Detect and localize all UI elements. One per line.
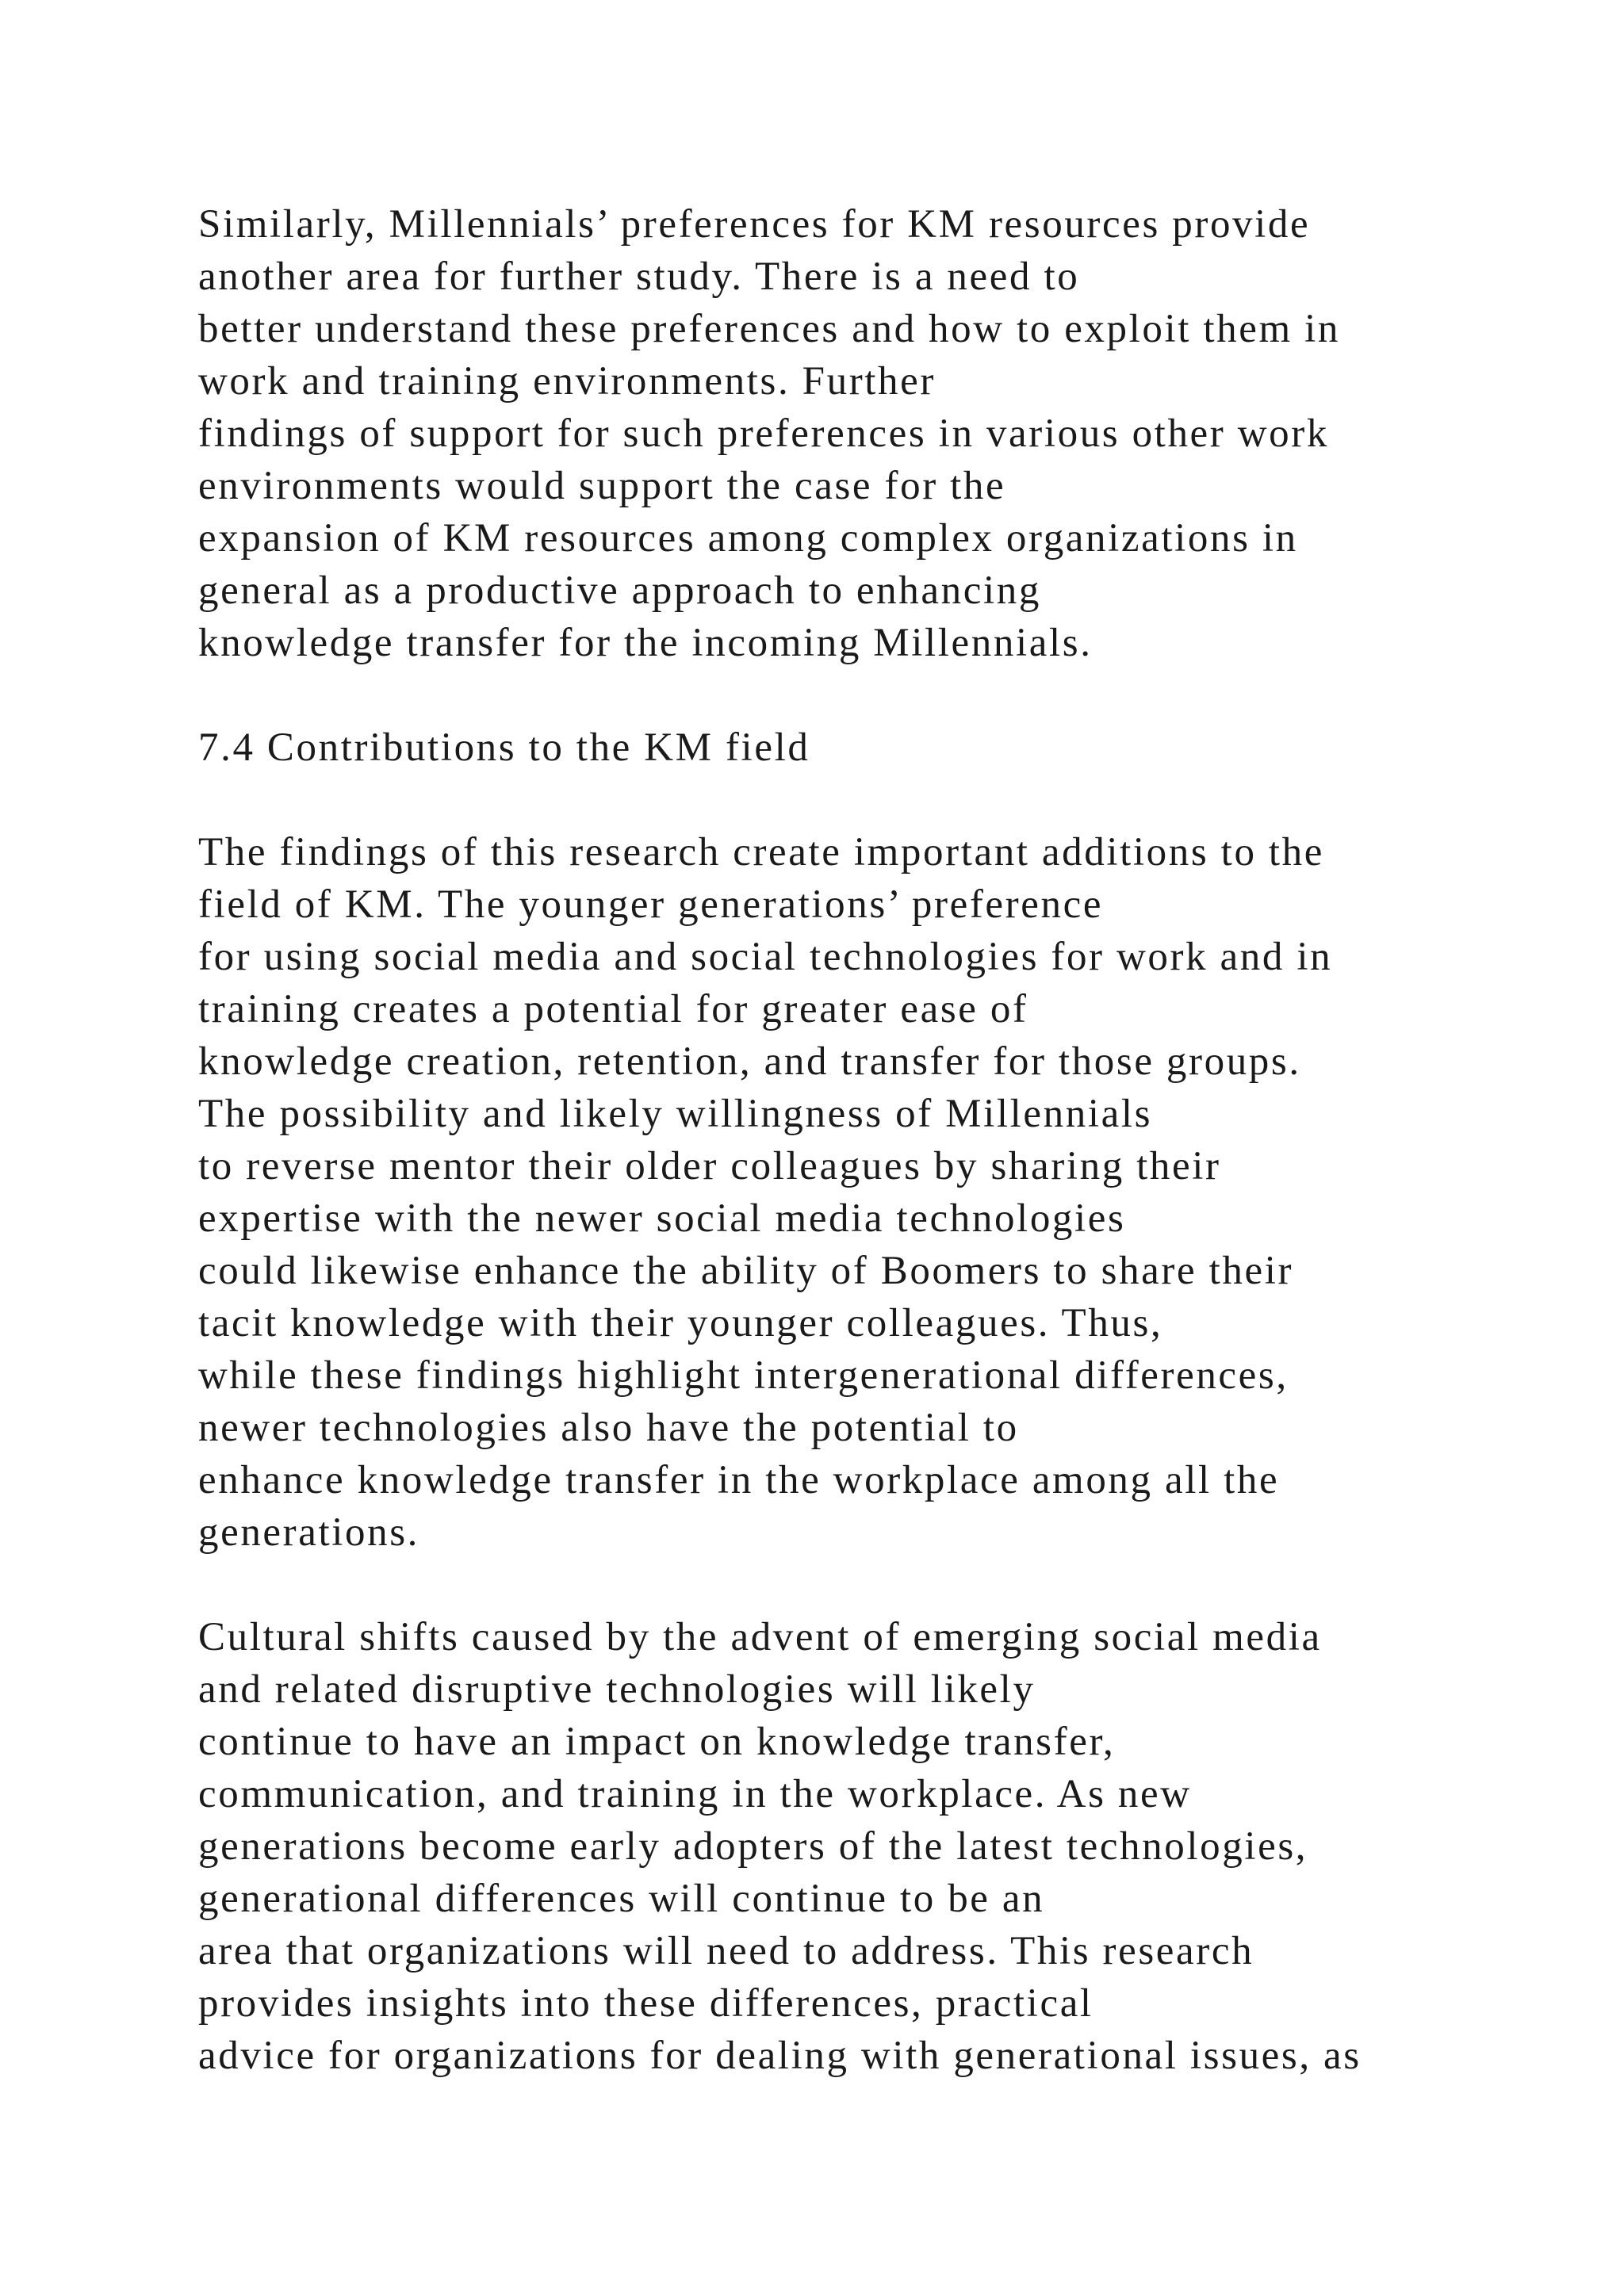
paragraph-spacer <box>198 1559 1546 1611</box>
paragraph-millennials-preferences <box>198 198 1546 669</box>
text-line: training creates a potential for greater ease of <box>198 987 1028 1031</box>
text-line: tacit knowledge with their younger colleagues. Thus, <box>198 1301 1163 1345</box>
paragraph-cultural-shifts <box>198 1611 1546 2082</box>
text-line: Similarly, Millennials’ preferences for KM resources provide <box>198 202 1311 247</box>
text-line: advice for organizations for dealing with generational issues, as <box>198 2034 1362 2078</box>
paragraph-spacer <box>198 669 1546 721</box>
text-line: continue to have an impact on knowledge transfer, <box>198 1720 1116 1764</box>
text-line: knowledge transfer for the incoming Millennials. <box>198 621 1093 665</box>
section-heading: 7.4 Contributions to the KM field <box>198 725 810 770</box>
document-text <box>198 198 1546 2082</box>
text-line: better understand these preferences and how to exploit them in <box>198 307 1341 351</box>
text-line: The possibility and likely willingness of Millennials <box>198 1092 1153 1136</box>
text-line: knowledge creation, retention, and transfer for those groups. <box>198 1039 1301 1084</box>
text-line: could likewise enhance the ability of Boomers to share their <box>198 1249 1294 1293</box>
text-line: expertise with the newer social media technologies <box>198 1196 1126 1241</box>
text-line: findings of support for such preferences in various other work <box>198 411 1329 456</box>
text-line: enhance knowledge transfer in the workplace among all the <box>198 1458 1280 1502</box>
text-line: generational differences will continue to be an <box>198 1877 1045 1921</box>
text-line: for using social media and social technologies for work and in <box>198 935 1333 979</box>
text-line: to reverse mentor their older colleagues by sharing their <box>198 1144 1221 1188</box>
text-line: Cultural shifts caused by the advent of emerging social media <box>198 1615 1322 1659</box>
text-line: provides insights into these differences, practical <box>198 1981 1094 2026</box>
text-line: generations. <box>198 1510 420 1555</box>
text-line: while these findings highlight intergenerational differences, <box>198 1353 1289 1398</box>
text-line: general as a productive approach to enhancing <box>198 568 1041 613</box>
text-line: and related disruptive technologies will likely <box>198 1667 1036 1712</box>
text-line: expansion of KM resources among complex organizations in <box>198 516 1298 561</box>
text-line: communication, and training in the workplace. As new <box>198 1772 1192 1816</box>
text-line: environments would support the case for the <box>198 464 1006 508</box>
text-line: newer technologies also have the potential to <box>198 1406 1019 1450</box>
text-line: generations become early adopters of the latest technologies, <box>198 1824 1308 1869</box>
text-line: work and training environments. Further <box>198 359 936 404</box>
text-line: area that organizations will need to address. This research <box>198 1929 1254 1973</box>
paragraph-contributions <box>198 826 1546 1559</box>
paragraph-spacer <box>198 774 1546 826</box>
text-line: field of KM. The younger generations’ preference <box>198 882 1104 927</box>
text-line: The findings of this research create important additions to the <box>198 830 1324 874</box>
text-line: another area for further study. There is a need to <box>198 254 1080 299</box>
